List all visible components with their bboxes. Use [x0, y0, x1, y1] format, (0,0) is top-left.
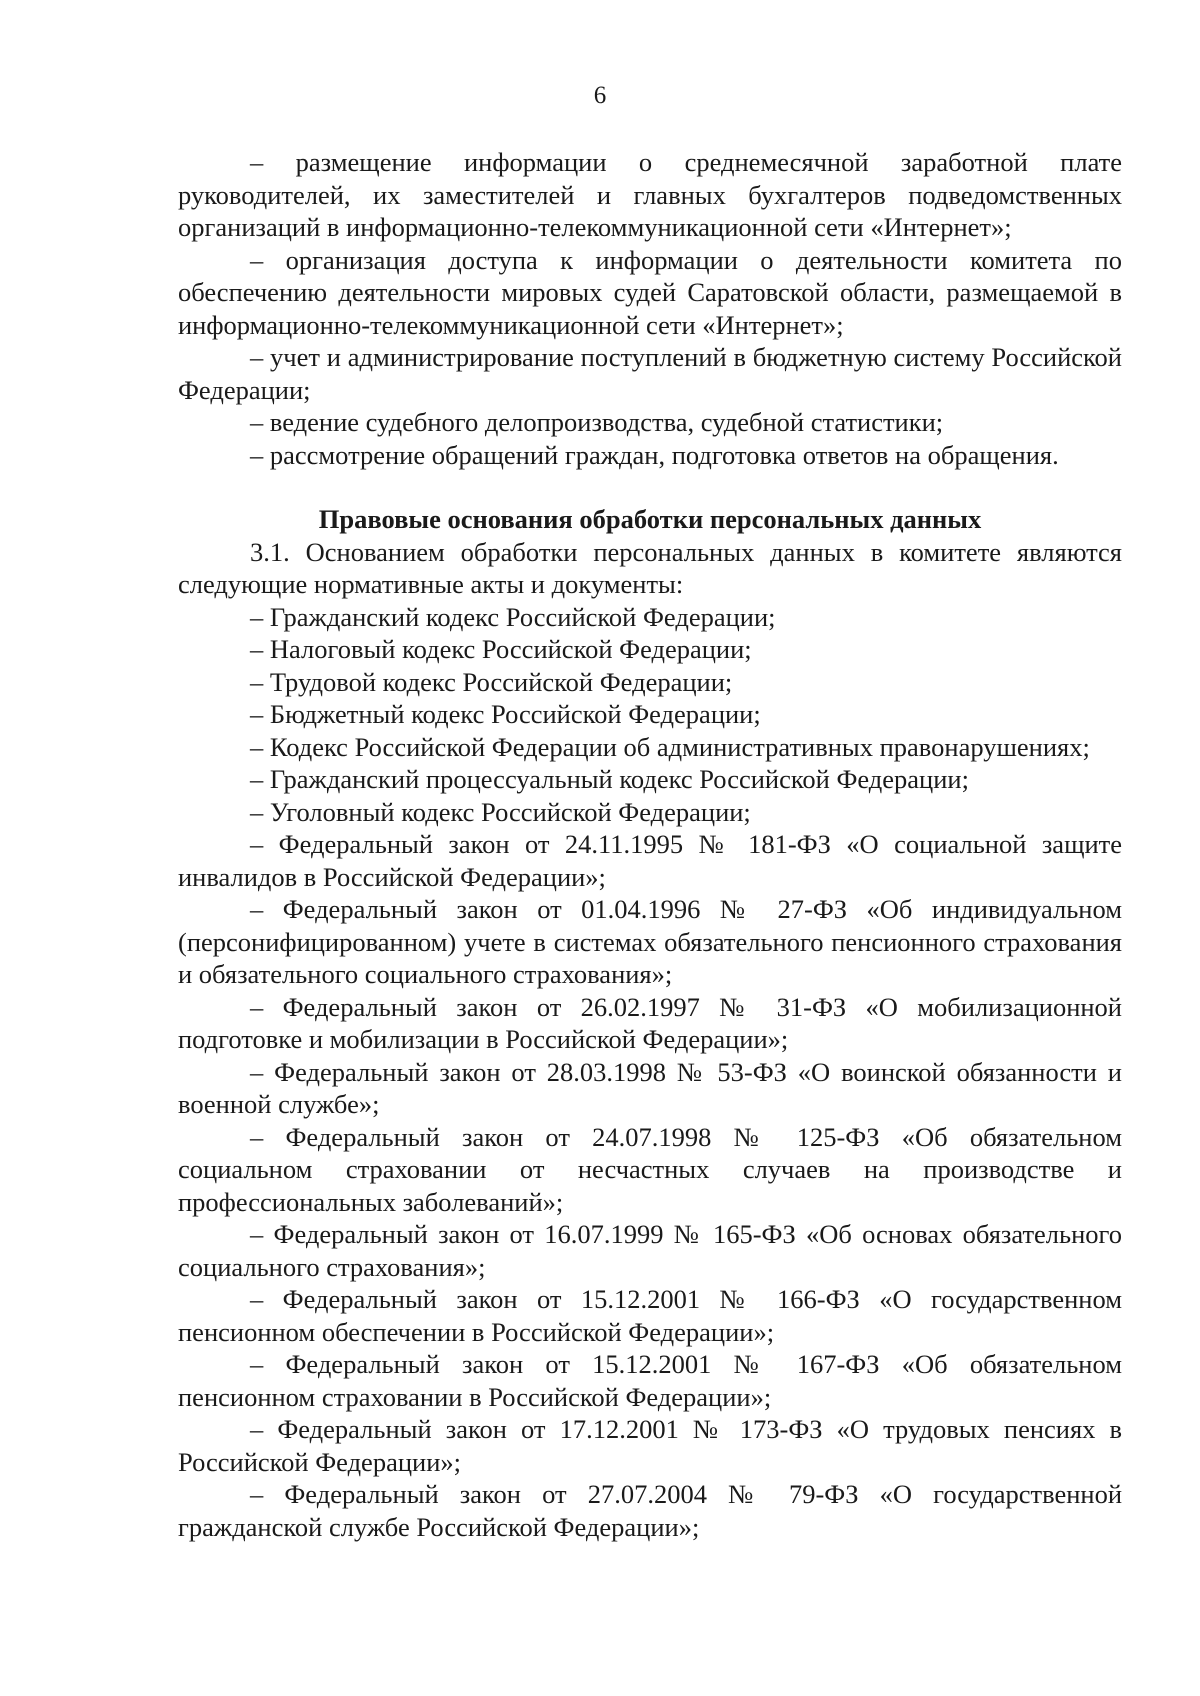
legal-basis-list [178, 601, 1122, 1544]
legal-basis-item: – Трудовой кодекс Российской Федерации; [250, 666, 733, 697]
legal-basis-item: – Уголовный кодекс Российской Федерации; [250, 796, 751, 827]
legal-basis-item: – Федеральный закон от 26.02.1997 № 31-ФЗ «О мобилизационной подготовке и мобилизации в Российской Федерации»; [178, 991, 1122, 1054]
legal-basis-item: – Федеральный закон от 24.11.1995 № 181-ФЗ «О социальной защите инвалидов в Российской Федерации»; [178, 829, 1122, 892]
intro-item-2: – организация доступа к информации о деятельности комитета по обеспечению деятельности мировых судей Саратовской области, размещаемой в информационно-телекоммуникационной сети «Интернет»; [178, 244, 1122, 340]
page-number: 6 [593, 82, 607, 109]
legal-basis-item: – Гражданский кодекс Российской Федерации; [250, 601, 776, 632]
section-title: Правовые основания обработки персональных данных [318, 504, 982, 534]
intro-item-1: – размещение информации о среднемесячной заработной плате руководителей, их заместителей и главных бухгалтеров подведомственных организаций в информационно-телекоммуникационной сети «Интернет»; [178, 147, 1122, 242]
intro-item-5: – рассмотрение обращений граждан, подготовка ответов на обращения. [250, 439, 1059, 470]
section-lead: 3.1. Основанием обработки персональных данных в комитете являются следующие нормативные акты и документы: [178, 536, 1122, 599]
legal-basis-item: – Федеральный закон от 01.04.1996 № 27-ФЗ «Об индивидуальном (персонифицированном) учете в системах обязательного пенсионного страхования и обязательного социального страхования»; [178, 894, 1122, 989]
legal-basis-item: – Гражданский процессуальный кодекс Российской Федерации; [250, 764, 969, 794]
legal-basis-item: – Федеральный закон от 17.12.2001 № 173-ФЗ «О трудовых пенсиях в Российской Федерации»; [178, 1414, 1122, 1477]
intro-list [178, 146, 1122, 471]
intro-item-4: – ведение судебного делопроизводства, судебной статистики; [250, 407, 944, 437]
legal-basis-item: – Бюджетный кодекс Российской Федерации; [250, 699, 761, 729]
legal-basis-item: – Федеральный закон от 15.12.2001 № 166-ФЗ «О государственном пенсионном обеспечении в Российской Федерации»; [178, 1284, 1122, 1347]
intro-item-3: – учет и администрирование поступлений в бюджетную систему Российской Федерации; [178, 342, 1122, 405]
legal-basis-item: – Федеральный закон от 15.12.2001 № 167-ФЗ «Об обязательном пенсионном страховании в Российской Федерации»; [178, 1349, 1122, 1412]
legal-basis-item: – Федеральный закон от 24.07.1998 № 125-ФЗ «Об обязательном социальном страховании от несчастных случаев на производстве и профессиональных заболеваний»; [178, 1121, 1122, 1217]
legal-basis-item: – Федеральный закон от 27.07.2004 № 79-ФЗ «О государственной гражданской службе Российской Федерации»; [178, 1479, 1122, 1542]
legal-basis-item: – Налоговый кодекс Российской Федерации; [250, 634, 752, 664]
document-body [178, 146, 1122, 1543]
legal-basis-item: – Кодекс Российской Федерации об административных правонарушениях; [250, 731, 1090, 762]
legal-basis-item: – Федеральный закон от 28.03.1998 № 53-ФЗ «О воинской обязанности и военной службе»; [178, 1056, 1122, 1119]
legal-basis-item: – Федеральный закон от 16.07.1999 № 165-ФЗ «Об основах обязательного социального страхования»; [178, 1219, 1122, 1282]
